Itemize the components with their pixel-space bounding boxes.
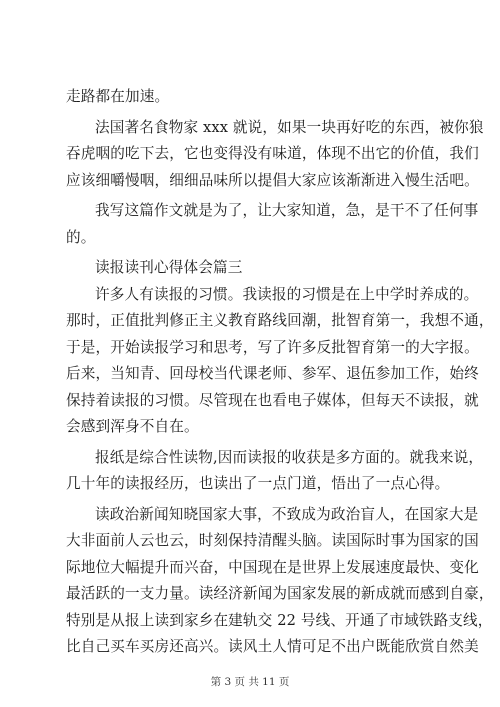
text-line: 最活跃的一支力量。读经济新闻为国家发展的新成就而感到自豪， [66, 585, 494, 602]
text-line: 于是，开始读报学习和思考，写了许多反批智育第一的大字报。 [66, 338, 479, 356]
paragraph-1 [66, 84, 446, 111]
text-line: 会感到浑身不自在。 [66, 418, 199, 435]
text-line: 走路都在加速。 [66, 88, 170, 105]
text-line: 那时，正值批判修正主义教育路线回潮，批智育第一，我想不通， [66, 312, 494, 329]
paragraph-2 [66, 115, 484, 195]
document-body [66, 84, 494, 661]
text-line: 报纸是综合性读物,因而读报的收获是多方面的。就我来说， [95, 448, 484, 466]
text-line: 比自己买车买房还高兴。读风土人情可足不出户既能欣赏自然美 [66, 638, 479, 655]
paragraph-6 [66, 502, 494, 661]
paragraph-4 [66, 282, 494, 441]
text-line: 吞虎咽的吃下去，它也变得没有味道，体现不出它的价值，我们 [66, 145, 479, 162]
page-number-footer: 第 3 页 共 11 页 [210, 676, 290, 688]
paragraph-5 [66, 445, 484, 498]
text-line: 特别是从报上读到家乡在建轨交 22 号线、开通了市域铁路支线， [66, 611, 493, 629]
text-line: 几十年的读报经历，也读出了一点门道，悟出了一点心得。 [66, 475, 450, 492]
text-line: 我写这篇作文就是为了，让大家知道，急，是干不了任何事 [95, 202, 479, 219]
text-line: 许多人有读报的习惯。我读报的习惯是在上中学时养成的。 [95, 285, 479, 303]
heading-text: 读报读刊心得体会篇三 [95, 259, 243, 276]
text-line: 读政治新闻知晓国家大事，不致成为政治盲人，在国家大是 [95, 505, 479, 523]
text-line: 大非面前人云也云，时刻保持清醒头脑。读国际时事为国家的国 [66, 532, 479, 549]
section-heading [66, 255, 446, 282]
text-line: 应该细嚼慢咽，细细品味所以提倡大家应该渐渐进入慢生活吧。 [66, 171, 479, 189]
paragraph-3 [66, 198, 479, 251]
text-line: 际地位大幅提升而兴奋，中国现在是世界上发展速度最快、变化 [66, 558, 479, 576]
text-line: 的。 [66, 228, 96, 246]
text-line: 法国著名食物家 xxx 就说，如果一块再好吃的东西，被你狼 [95, 118, 484, 136]
text-line: 保持着读报的习惯。尽管现在也看电子媒体，但每天不读报，就 [66, 391, 479, 409]
text-line: 后来，当知青、回母校当代课老师、参军、退伍参加工作，始终 [66, 365, 479, 382]
